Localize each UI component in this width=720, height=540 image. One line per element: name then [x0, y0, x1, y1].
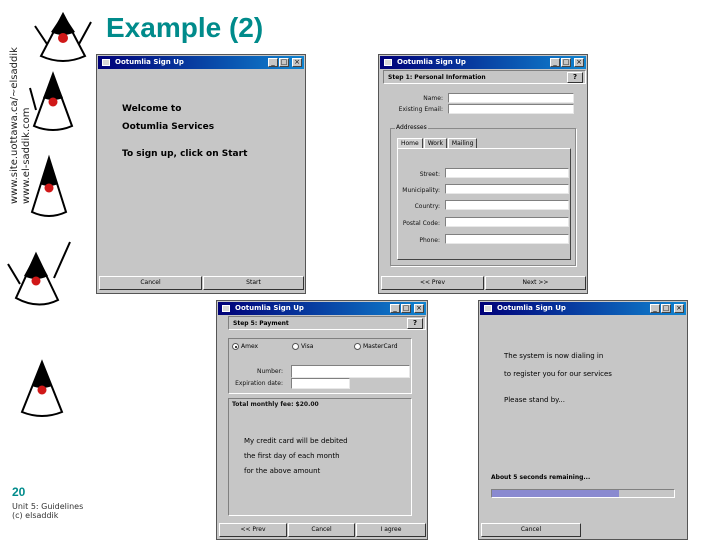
maximize-button[interactable]: □ — [562, 58, 570, 66]
radio-mastercard[interactable] — [354, 343, 398, 350]
close-button[interactable]: × — [574, 58, 584, 67]
minimize-button[interactable]: _ — [550, 58, 560, 67]
slide-page-number: 20 — [12, 485, 26, 499]
cancel-button[interactable]: Cancel — [288, 523, 355, 537]
postal-code-label: Postal Code: — [402, 220, 440, 227]
close-button[interactable]: × — [414, 304, 424, 313]
radio-visa-dot[interactable] — [292, 343, 299, 350]
welcome-window — [96, 54, 306, 294]
step-title: Step 5: Payment — [233, 320, 289, 327]
window-title: Ootumlia Sign Up — [397, 58, 466, 66]
name-label: Name: — [423, 95, 443, 102]
footer-copyright: (c) elsaddik — [12, 511, 59, 520]
radio-amex-dot[interactable] — [232, 343, 239, 350]
minimize-button[interactable]: _ — [390, 304, 400, 313]
window-app-icon — [484, 305, 492, 312]
country-field[interactable] — [445, 200, 569, 210]
country-label: Country: — [414, 203, 440, 210]
payment-window — [216, 300, 428, 540]
tab-home[interactable]: Home — [397, 138, 423, 149]
prev-button[interactable]: << Prev — [219, 523, 287, 537]
close-button[interactable]: × — [292, 58, 302, 67]
window-app-icon — [222, 305, 230, 312]
service-name-text: Ootumlia Services — [122, 122, 215, 132]
minimize-button[interactable]: _ — [268, 58, 278, 67]
debit-info-line-1: My credit card will be debited — [244, 437, 348, 445]
duke-mascot-icon — [28, 152, 70, 222]
expiration-field[interactable] — [291, 378, 350, 389]
street-field[interactable] — [445, 168, 569, 178]
stand-by-text: Please stand by... — [504, 396, 565, 404]
card-number-field[interactable] — [291, 365, 410, 378]
maximize-button[interactable]: □ — [280, 58, 288, 66]
radio-amex-label: Amex — [241, 343, 259, 350]
progress-bar-fill — [492, 490, 619, 497]
radio-mastercard-label: MasterCard — [363, 343, 398, 350]
dialing-status-line-1: The system is now dialing in — [504, 352, 604, 360]
window-title: Ootumlia Sign Up — [235, 304, 304, 312]
dialing-status-line-2: to register you for our services — [504, 370, 612, 378]
window-app-icon — [384, 59, 392, 66]
slide-title: Example (2) — [106, 12, 264, 43]
personal-info-window — [378, 54, 588, 294]
debit-info-line-2: the first day of each month — [244, 452, 340, 460]
window-title: Ootumlia Sign Up — [115, 58, 184, 66]
name-field[interactable] — [448, 93, 574, 103]
step-header — [383, 70, 586, 84]
phone-field[interactable] — [445, 234, 569, 244]
tab-mailing[interactable]: Mailing — [448, 138, 477, 149]
url-line-2: www.el-saddik.com — [21, 107, 32, 204]
maximize-button[interactable]: □ — [402, 304, 410, 312]
slide-footer — [12, 502, 83, 520]
next-button[interactable]: Next >> — [485, 276, 586, 290]
radio-mastercard-dot[interactable] — [354, 343, 361, 350]
prev-button[interactable]: << Prev — [381, 276, 484, 290]
phone-label: Phone: — [419, 237, 440, 244]
window-app-icon — [102, 59, 110, 66]
minimize-button[interactable]: _ — [650, 304, 660, 313]
progress-bar — [491, 489, 675, 498]
close-button[interactable]: × — [674, 304, 684, 313]
title-bar[interactable] — [218, 302, 426, 315]
addresses-group-label: Addresses — [396, 124, 427, 131]
welcome-text: Welcome to — [122, 104, 182, 114]
url-line-1: www.site.uottawa.ca/~elsaddik — [9, 47, 20, 204]
title-bar[interactable] — [380, 56, 586, 69]
duke-mascot-icon — [16, 356, 68, 422]
step-header — [228, 316, 426, 330]
title-bar[interactable] — [480, 302, 686, 315]
signup-instruction-text: To sign up, click on Start — [122, 149, 248, 159]
existing-email-field[interactable] — [448, 104, 574, 114]
tab-work[interactable]: Work — [424, 138, 447, 149]
start-button[interactable]: Start — [203, 276, 304, 290]
existing-email-label: Existing Email: — [398, 106, 443, 113]
radio-visa[interactable] — [292, 343, 313, 350]
card-number-label: Number: — [256, 368, 283, 375]
duke-mascot-icon — [33, 4, 93, 70]
duke-mascot-icon — [28, 68, 78, 138]
help-button[interactable]: ? — [407, 318, 423, 329]
municipality-label: Municipality: — [402, 187, 440, 194]
municipality-field[interactable] — [445, 184, 569, 194]
help-button[interactable]: ? — [567, 72, 583, 83]
step-title: Step 1: Personal Information — [388, 74, 486, 81]
footer-unit: Unit 5: Guidelines — [12, 502, 84, 511]
duke-mascot-icon — [4, 234, 74, 314]
agree-button[interactable]: I agree — [356, 523, 426, 537]
window-title: Ootumlia Sign Up — [497, 304, 566, 312]
expiration-label: Expiration date: — [235, 380, 283, 387]
radio-amex[interactable] — [232, 343, 258, 350]
debit-info-line-3: for the above amount — [244, 467, 321, 475]
radio-visa-label: Visa — [301, 343, 314, 350]
title-bar[interactable] — [98, 56, 304, 69]
time-remaining-text: About 5 seconds remaining... — [491, 474, 591, 481]
total-fee-text: Total monthly fee: $20.00 — [232, 401, 319, 408]
cancel-button[interactable]: Cancel — [99, 276, 202, 290]
dialing-window — [478, 300, 688, 540]
cancel-button[interactable]: Cancel — [481, 523, 581, 537]
postal-code-field[interactable] — [445, 217, 569, 227]
street-label: Street: — [419, 171, 440, 178]
maximize-button[interactable]: □ — [662, 304, 670, 312]
